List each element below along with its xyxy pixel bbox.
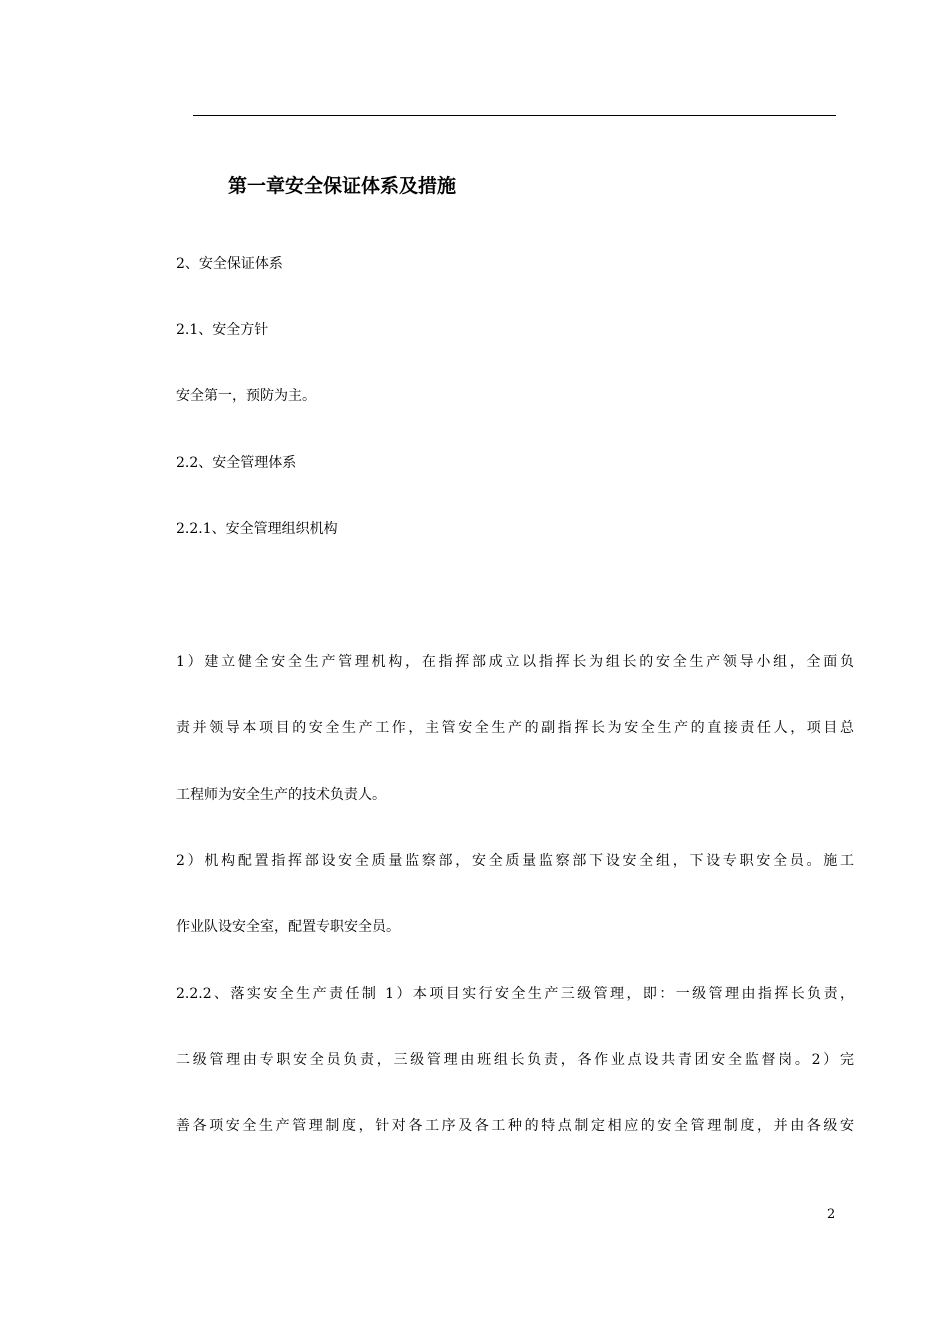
paragraph-2-line-2: 作业队设安全室，配置专职安全员。	[176, 919, 400, 935]
chapter-title: 第一章安全保证体系及措施	[228, 175, 457, 197]
paragraph-1-line-1: 1）建立健全安全生产管理机构，在指挥部成立以指挥长为组长的安全生产领导小组，全面负	[176, 654, 854, 670]
paragraph-3-line-2: 二级管理由专职安全员负责，三级管理由班组长负责，各作业点设共青团安全监督岗。2）完	[176, 1052, 854, 1068]
header-rule	[193, 115, 836, 116]
paragraph-3-line-3: 善各项安全生产管理制度，针对各工序及各工种的特点制定相应的安全管理制度，并由各级安	[176, 1118, 854, 1134]
paragraph-1-line-2: 责并领导本项目的安全生产工作，主管安全生产的副指挥长为安全生产的直接责任人，项目总	[176, 720, 854, 736]
paragraph-1-line-3: 工程师为安全生产的技术负责人。	[176, 787, 386, 803]
paragraph-2-line-1: 2）机构配置指挥部设安全质量监察部，安全质量监察部下设安全组，下设专职安全员。施工	[176, 853, 854, 869]
page-number: 2	[827, 1207, 836, 1222]
section-heading-2-1: 2.1、安全方针	[176, 322, 269, 338]
safety-policy-text: 安全第一，预防为主。	[176, 388, 316, 404]
paragraph-3-line-1: 2.2.2、落实安全生产责任制 1）本项目实行安全生产三级管理，即：一级管理由指挥长负责，	[176, 986, 854, 1002]
section-heading-2: 2、安全保证体系	[176, 256, 283, 272]
section-heading-2-2: 2.2、安全管理体系	[176, 455, 297, 471]
section-heading-2-2-1: 2.2.1、安全管理组织机构	[176, 521, 338, 537]
